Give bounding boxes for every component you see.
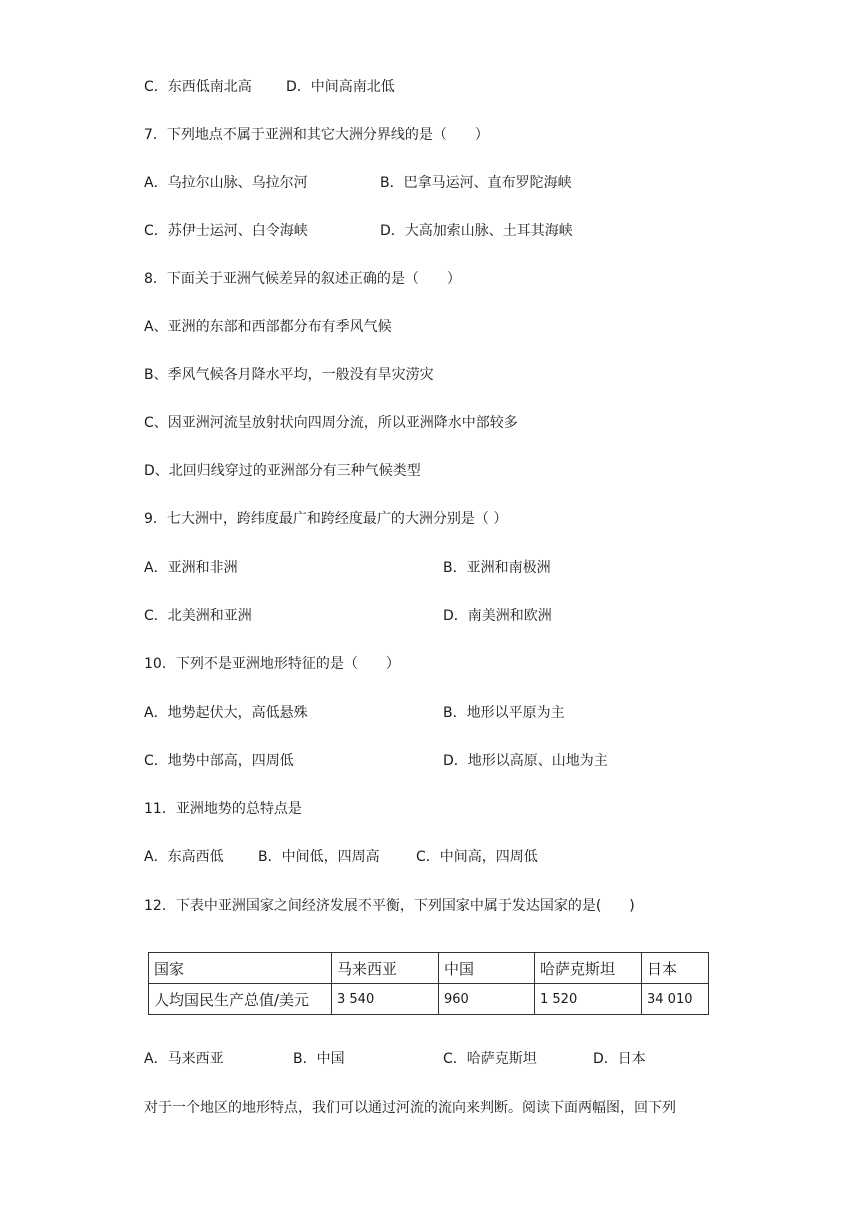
q11-stem: 11．亚洲地势的总特点是 [144,801,302,817]
q7-option-d: D．大高加索山脉、土耳其海峡 [380,223,573,239]
table-header-cell: 国家 [149,953,332,984]
q11-option-c: C．中间高，四周低 [416,849,538,865]
q10-option-b: B．地形以平原为主 [443,705,565,721]
table-header-cell: 哈萨克斯坦 [535,953,642,984]
q12-option-d: D．日本 [593,1051,646,1067]
table-row [149,984,709,1015]
q9-option-d: D．南美洲和欧洲 [443,608,552,624]
table-cell: 34 010 [642,984,709,1015]
q7-option-a: A．乌拉尔山脉、乌拉尔河 [144,175,308,191]
q12-option-b: B．中国 [293,1051,345,1067]
q8-option-a: A、亚洲的东部和西部都分布有季风气候 [144,319,392,335]
table-header-cell: 马来西亚 [332,953,439,984]
q10-stem: 10．下列不是亚洲地形特征的是（ ） [144,656,400,672]
table-header-cell: 中国 [439,953,535,984]
table-cell: 3 540 [332,984,439,1015]
q9-stem: 9．七大洲中，跨纬度最广和跨经度最广的大洲分别是（ ） [144,511,508,527]
table-row-label: 人均国民生产总值/美元 [149,984,332,1015]
q8-option-c: C、因亚洲河流呈放射状向四周分流，所以亚洲降水中部较多 [144,415,518,431]
q8-option-d: D、北回归线穿过的亚洲部分有三种气候类型 [144,463,421,479]
q8-option-b: B、季风气候各月降水平均，一般没有旱灾涝灾 [144,367,434,383]
q11-option-a: A．东高西低 [144,849,224,865]
q12-option-a: A．马来西亚 [144,1051,224,1067]
q10-option-c: C．地势中部高，四周低 [144,753,294,769]
table-header-row [149,953,709,984]
q9-option-b: B．亚洲和南极洲 [443,560,551,576]
q8-stem: 8．下面关于亚洲气候差异的叙述正确的是（ ） [144,271,461,287]
table-header-cell: 日本 [642,953,709,984]
q11-option-b: B．中间低，四周高 [258,849,380,865]
q12-stem: 12．下表中亚洲国家之间经济发展不平衡，下列国家中属于发达国家的是( ) [144,898,635,914]
q6-option-d: D．中间高南北低 [286,79,395,95]
table-cell: 960 [439,984,535,1015]
table-cell: 1 520 [535,984,642,1015]
gdp-table [148,952,709,1015]
q9-option-c: C．北美洲和亚洲 [144,608,252,624]
q10-option-d: D．地形以高原、山地为主 [443,753,608,769]
q7-stem: 7．下列地点不属于亚洲和其它大洲分界线的是（ ） [144,127,489,143]
q7-option-b: B．巴拿马运河、直布罗陀海峡 [380,175,572,191]
q12-option-c: C．哈萨克斯坦 [443,1051,537,1067]
q10-option-a: A．地势起伏大，高低悬殊 [144,705,308,721]
q9-option-a: A．亚洲和非洲 [144,560,238,576]
q7-option-c: C．苏伊士运河、白令海峡 [144,223,308,239]
passage-intro: 对于一个地区的地形特点，我们可以通过河流的流向来判断。阅读下面两幅图，回下列 [144,1100,676,1116]
q6-option-c: C．东西低南北高 [144,79,252,95]
